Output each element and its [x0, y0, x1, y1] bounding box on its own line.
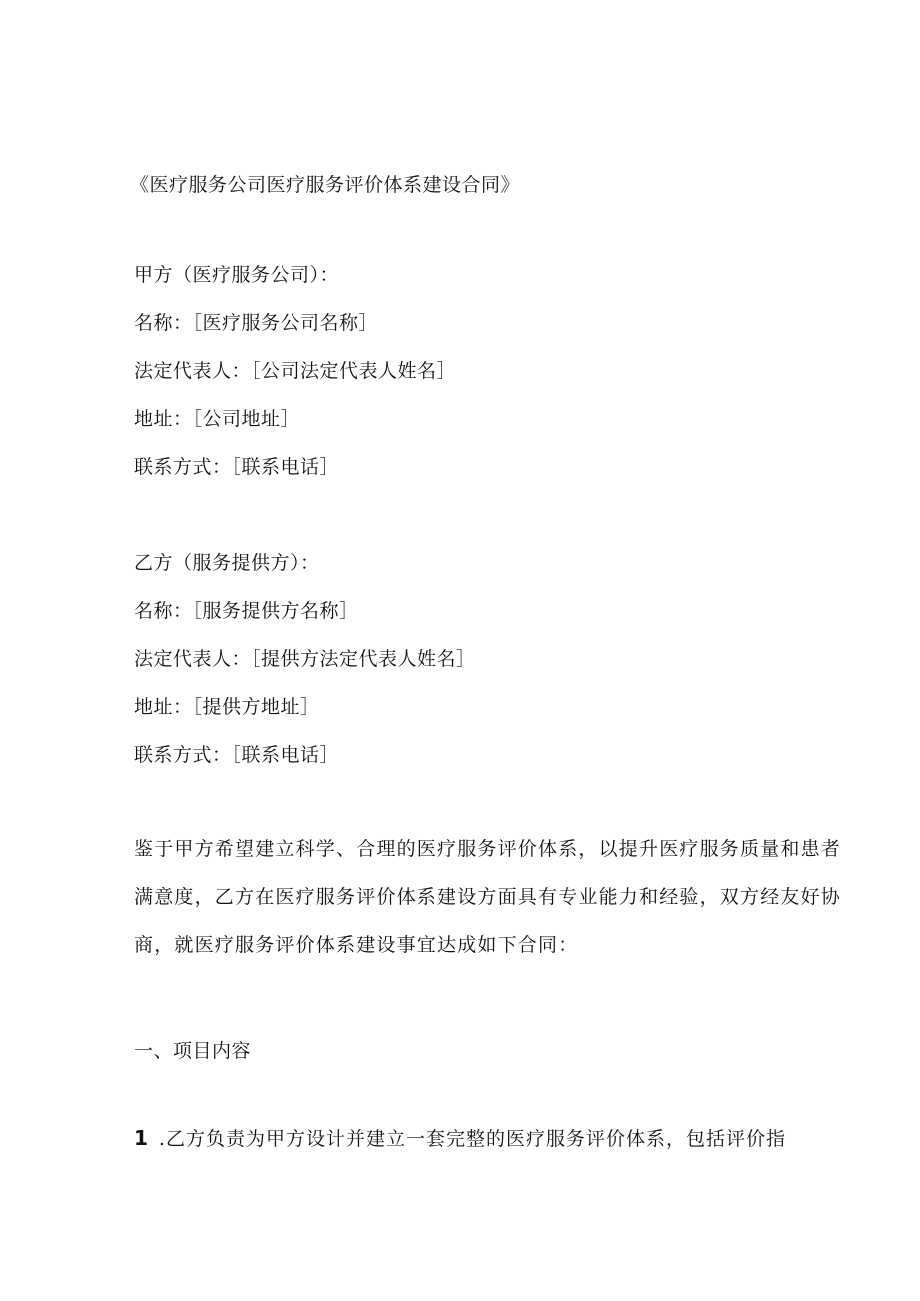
- party-b-name: 名称：［服务提供方名称］: [134, 600, 359, 622]
- preamble-line: 鉴于甲方希望建立科学、合理的医疗服务评价体系，以提升医疗服务质量和患者: [134, 838, 842, 860]
- party-a-heading: 甲方（医疗服务公司）：: [134, 264, 340, 286]
- section-1-item-1: [134, 1126, 786, 1151]
- preamble-line: 满意度，乙方在医疗服务评价体系建设方面具有专业能力和经验，双方经友好协: [134, 886, 842, 908]
- preamble-paragraph: [134, 825, 842, 969]
- item-text: .乙方负责为甲方设计并建立一套完整的医疗服务评价体系，包括评价指: [158, 1128, 786, 1150]
- party-b-contact: 联系方式：［联系电话］: [134, 744, 340, 766]
- document-title: 《医疗服务公司医疗服务评价体系建设合同》: [130, 174, 521, 196]
- section-1-heading: 一、项目内容: [134, 1040, 252, 1062]
- party-b-heading: 乙方（服务提供方）：: [134, 552, 320, 574]
- party-a-name: 名称：［医疗服务公司名称］: [134, 312, 379, 334]
- party-b-address: 地址：［提供方地址］: [134, 696, 320, 718]
- party-a-contact: 联系方式：［联系电话］: [134, 456, 340, 478]
- item-number: 1: [134, 1126, 149, 1150]
- party-b-representative: 法定代表人：［提供方法定代表人姓名］: [134, 648, 476, 670]
- preamble-line: 商，就医疗服务评价体系建设事宜达成如下合同：: [134, 934, 579, 956]
- party-a-representative: 法定代表人：［公司法定代表人姓名］: [134, 360, 457, 382]
- party-a-address: 地址：［公司地址］: [134, 408, 301, 430]
